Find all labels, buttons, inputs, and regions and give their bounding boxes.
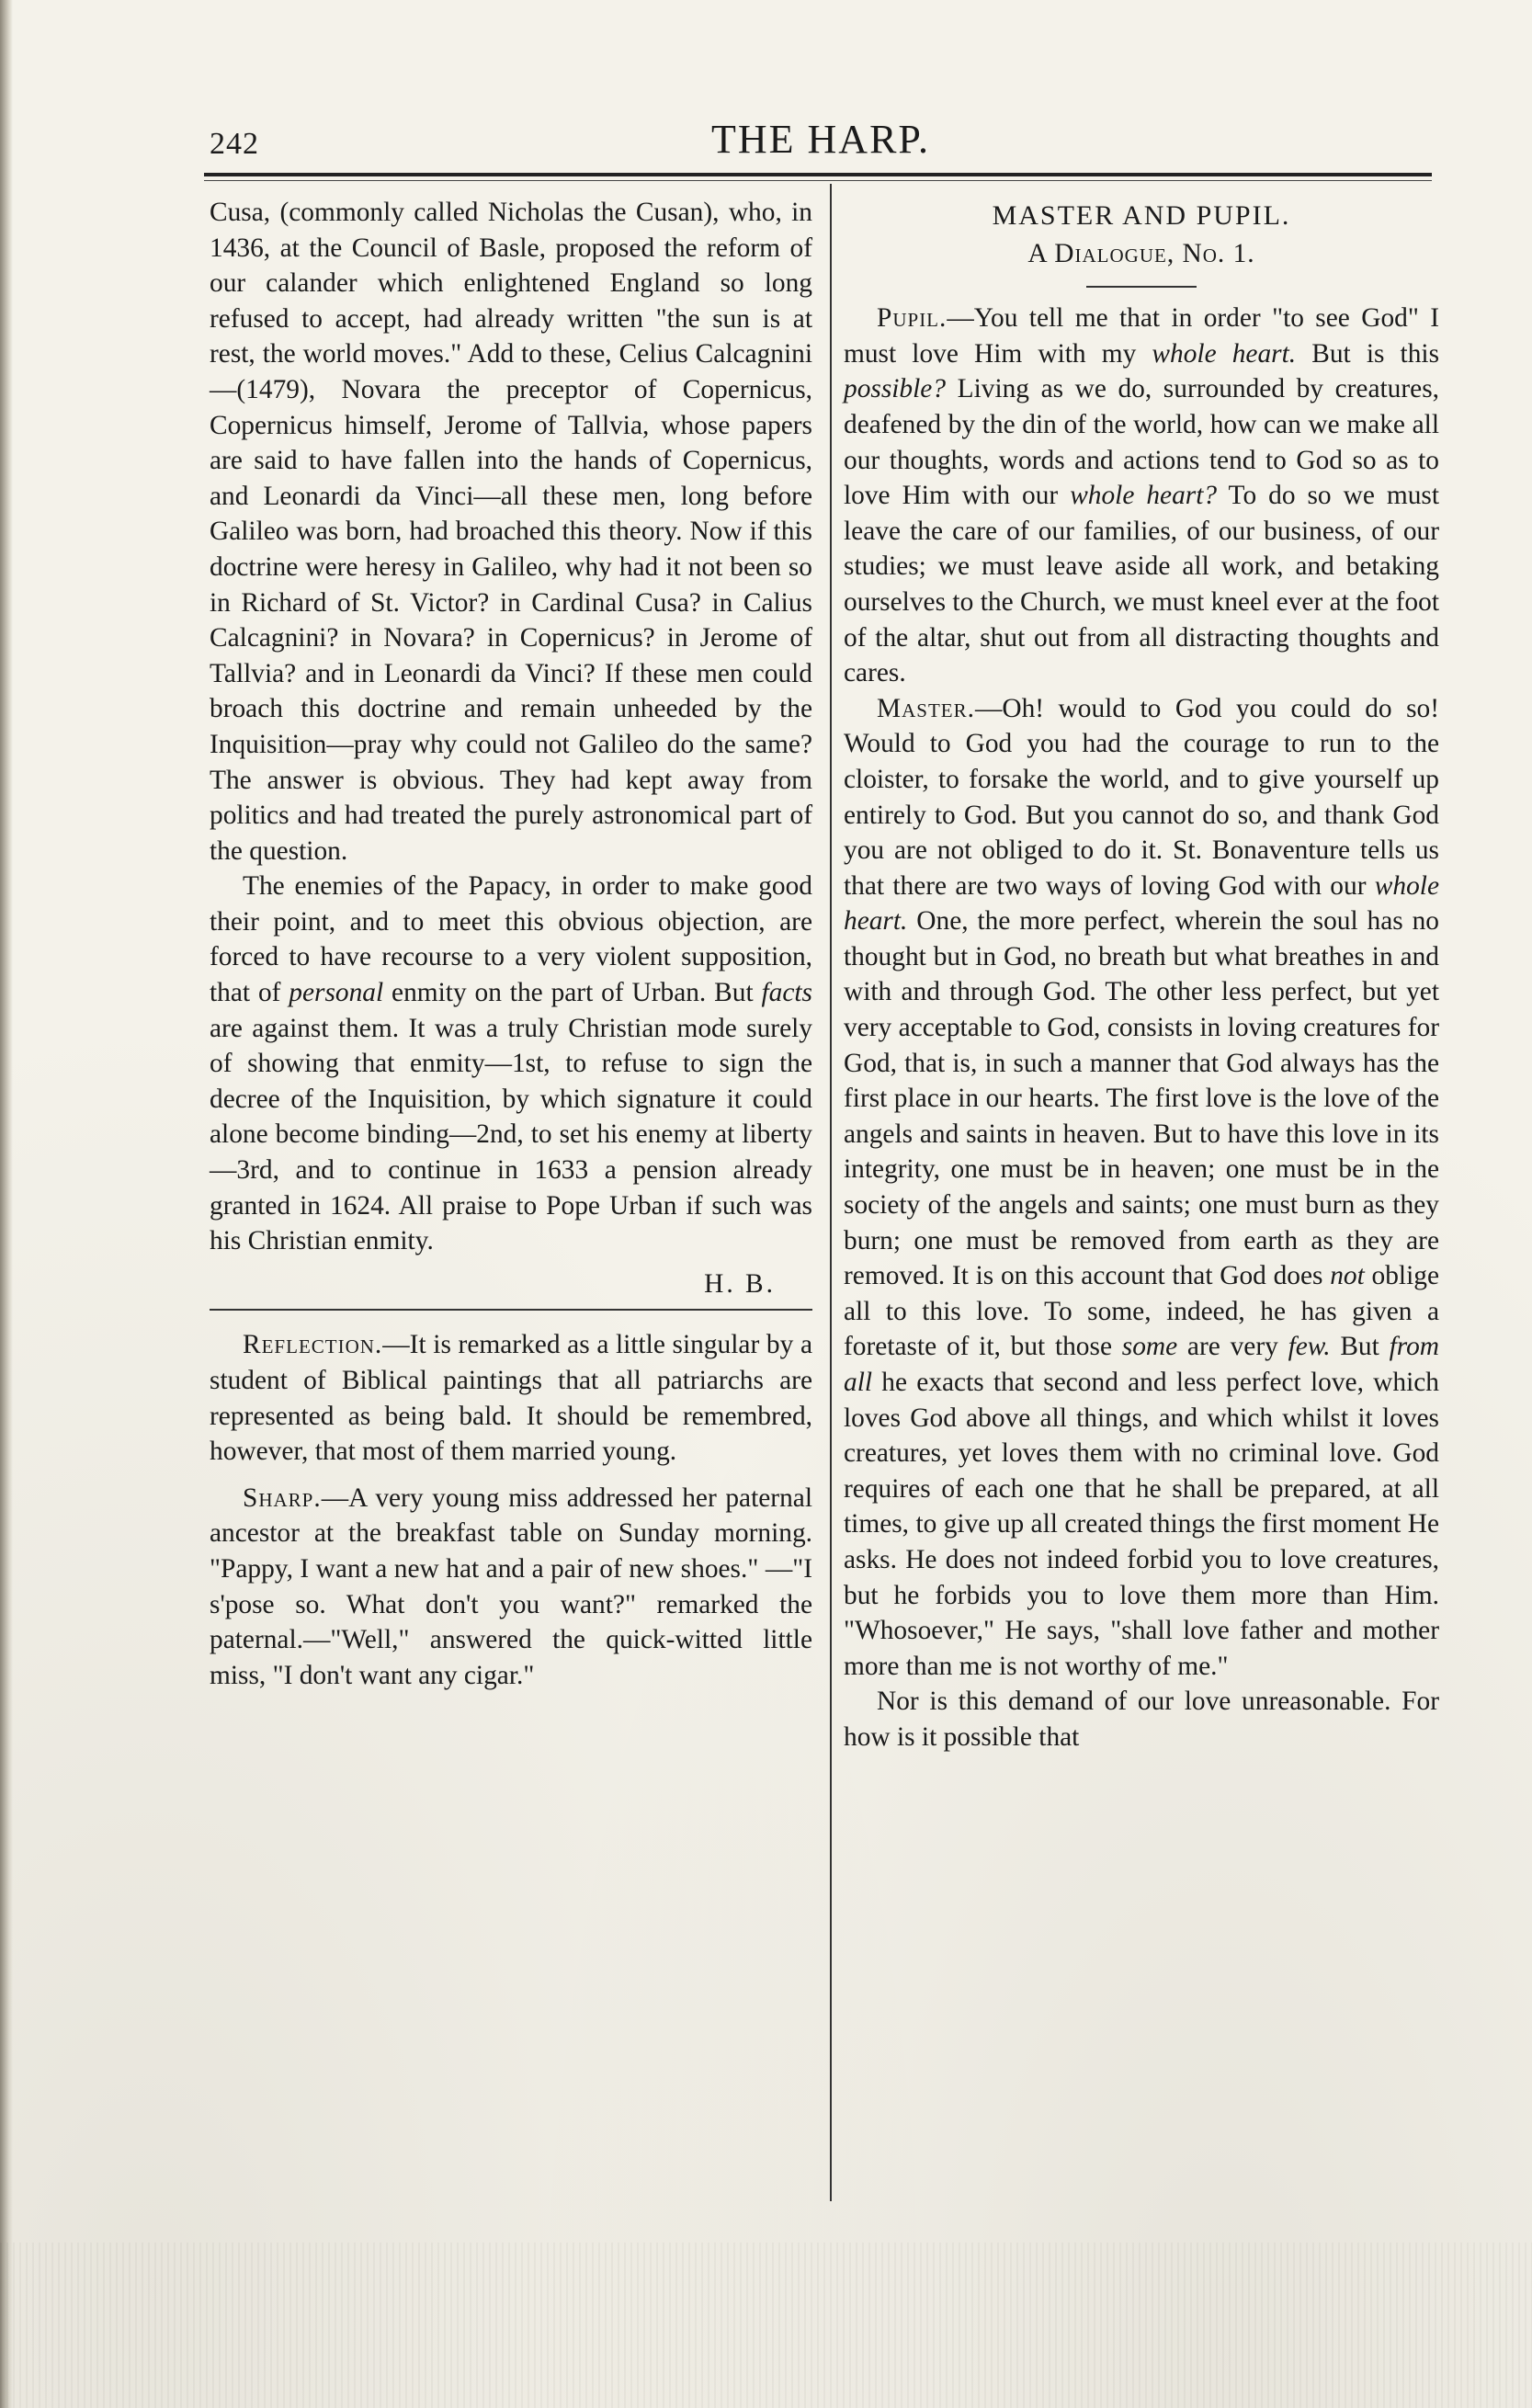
page-header	[210, 108, 1432, 173]
sharp-paragraph: Sharp.—A very young miss addressed her paternal ancestor at the breakfast table on Sunday morning. "Pappy, I want a new hat and a pair of new shoes." —"I s'pose so. What don't you want?" remarked the paternal.—"Well," answered the quick-witted little miss, "I don't want any cigar."	[210, 1482, 812, 1690]
reflection-paragraph: Reflection.—It is remarked as a little singular by a student of Biblical paintings that all patriarchs are represented as being bald. It should be remembred, however, that most of them married young.	[210, 1330, 812, 1467]
pupil-lead: Pupil.	[877, 303, 948, 334]
article-signature: H. B.	[704, 1268, 776, 1299]
galileo-paragraph-2: The enemies of the Papacy, in order to make good their point, and to meet this obvious objection, are forced to have recourse to a very violent supposition, that of personal enmity on the part of Urban. But facts are against them. It was a truly Christian mode surely of showing that enmity—1st, to refuse to sign the decree of the Inquisition, by which signature it could alone become binding—2nd, to set his enemy at liberty—3rd, and to continue in 1633 a pension already granted in 1624. All praise to Pope Urban if such was his Christian enmity.	[210, 871, 812, 1256]
section-rule	[210, 1309, 812, 1311]
closing-paragraph: Nor is this demand of our love unreasonable. For how is it possible that	[844, 1687, 1439, 1752]
dialogue-subtitle: A Dialogue, No. 1.	[1027, 238, 1255, 268]
dialogue-title: MASTER AND PUPIL.	[992, 200, 1291, 231]
master-lead: Master.	[877, 693, 975, 723]
pupil-paragraph: Pupil.—You tell me that in order "to see God" I must love Him with my whole heart. But is this possible? Living as we do, surrounded by creatures, deafened by the din of the world, how can we make all our thoughts, words and actions tend to God so as to love Him with our whole heart? To do so we must leave the care of our families, of our business, of our studies; we must leave aside all work, and betaking ourselves to the Church, we must kneel ever at the foot of the altar, shut out from all distracting thoughts and cares.	[844, 303, 1440, 688]
galileo-paragraph-1: Cusa, (commonly called Nicholas the Cusan), who, in 1436, at the Council of Basle, proposed the reform of our calander which enlightened England so long refused to accept, had already written "the sun is at rest, the world moves." Add to these, Celius Calcagnini—(1479), Novara the preceptor of Copernicus, Copernicus himself, Jerome of Tallvia, whose papers are said to have fallen into the hands of Copernicus, and Leonardi da Vinci—all these men, long before Galileo was born, had broached this theory. Now if this doctrine were heresy in Galileo, why had it not been so in Richard of St. Victor? in Cardinal Cusa? in Calius Calcagnini? in Novara? in Copernicus? in Jerome of Tallvia? and in Leonardi da Vinci? If these men could broach this doctrine and remain unheeded by the Inquisition—pray why could not Galileo do the same? The answer is obvious. They had kept away from politics and had treated the purely astronomical part of the question.	[210, 198, 812, 866]
header-rule-thick	[204, 173, 1432, 176]
sharp-lead: Sharp.	[243, 1482, 322, 1513]
column-divider	[830, 184, 832, 2201]
reflection-lead: Reflection.	[243, 1330, 383, 1360]
page-edge-shadow	[0, 0, 13, 2408]
header-rule-thin	[204, 180, 1432, 181]
page-number: 242	[210, 127, 259, 161]
left-column	[210, 195, 812, 1693]
print-noise	[0, 2243, 1532, 2408]
master-paragraph: Master.—Oh! would to God you could do so! Would to God you had the courage to run to the cloister, to forsake the world, and to give yourself up entirely to God. But you cannot do so, and thank God you are not obliged to do it. St. Bonaventure tells us that there are two ways of loving God with our whole heart. One, the more perfect, wherein the soul has no thought but in God, no breath but what breathes in and with and through God. The other less perfect, but yet very acceptable to God, consists in loving creatures for God, that is, in such a manner that God always has the first place in our hearts. The first love is the love of the angels and saints in heaven. But to have this love in its integrity, one must be in heaven; one must be in the society of the angels and saints; one must burn as they burn; one must be removed from earth as they are removed. It is on this account that God does not oblige all to this love. To some, indeed, he has given a foretaste of it, but those some are very few. But from all he exacts that second and less perfect love, which loves God above all things, and which whilst it loves creatures, yet loves them with no criminal love. God requires of each one that he shall be prepared, at all times, to give up all created things the first moment He asks. He does not indeed forbid you to love creatures, but he forbids you to love them more than Him. "Whosoever," He says, "shall love father and mother more than me is not worthy of me."	[844, 693, 1439, 1681]
right-column	[844, 195, 1439, 1755]
title-rule	[1086, 286, 1197, 288]
running-title: THE HARP.	[710, 117, 931, 162]
